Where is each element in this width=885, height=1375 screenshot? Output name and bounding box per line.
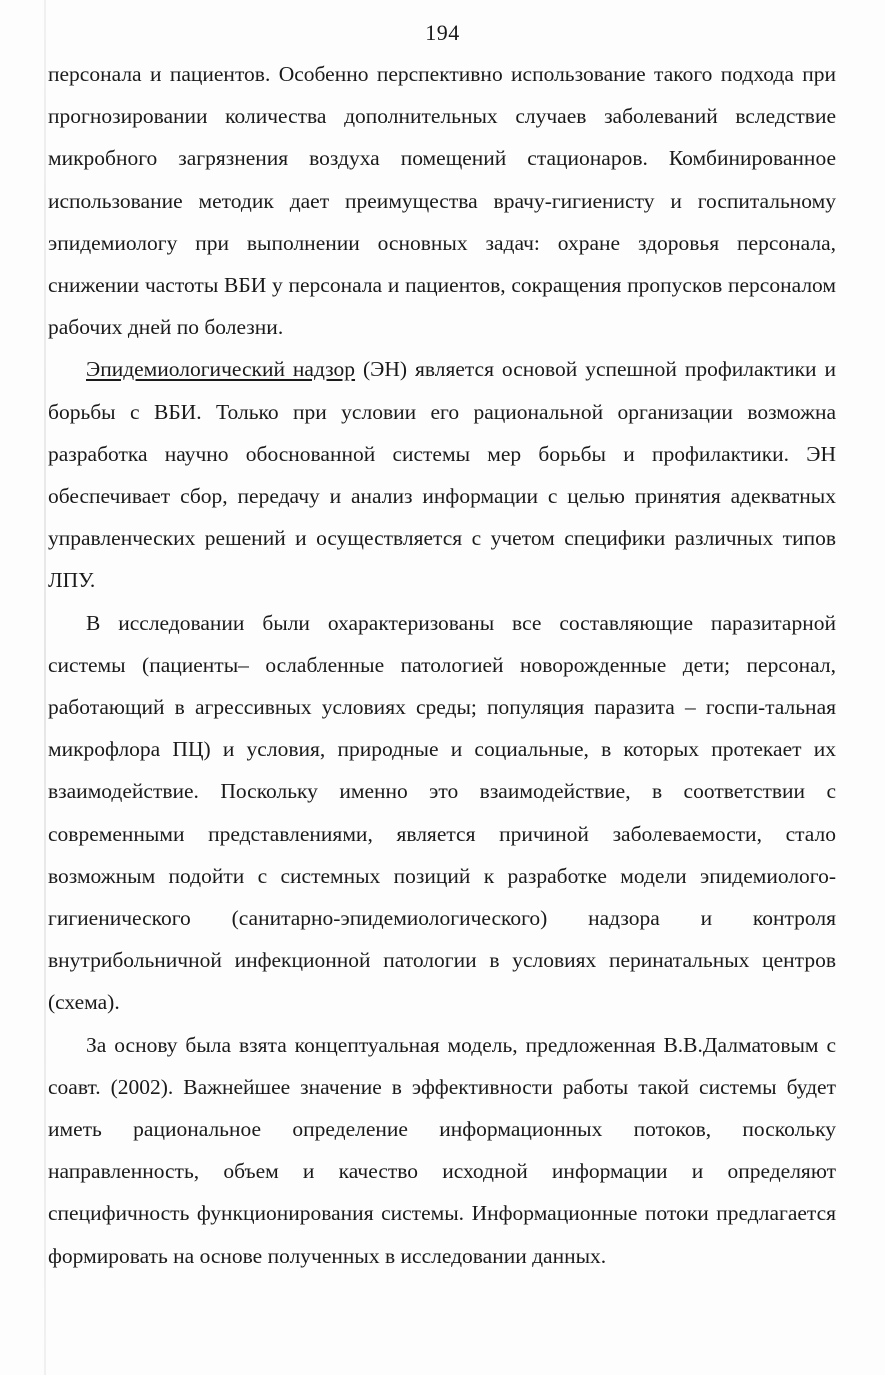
- paragraph-conceptual-model: За основу была взята концептуальная модель, предложенная В.В.Далматовым с соавт. (2002). Важнейшее значение в эффективности работы такой системы будет иметь рациональное определение информационных потоков, поскольку направленность, объем и качество исходной информации и определяют специфичность функционирования системы. Информационные потоки предлагается формировать на основе полученных в исследовании данных.: [48, 1032, 836, 1268]
- paragraph-continuation: персонала и пациентов. Особенно перспективно использование такого подхода при прогнозировании количества дополнительных случаев заболеваний вследствие микробного загрязнения воздуха помещений стационаров. Комбинированное использование методик дает преимущества врачу-гигиенисту и госпитальному эпидемиологу при выполнении основных задач: охране здоровья персонала, снижении частоты ВБИ у персонала и пациентов, сокращения пропусков персоналом рабочих дней по болезни.: [48, 62, 836, 340]
- body-text: [48, 53, 836, 1277]
- underlined-term: Эпидемиологический надзор: [86, 357, 356, 382]
- paragraph-text: (ЭН) является основой успешной профилактики и борьбы с ВБИ. Только при условии его рациональной организации возможна разработка научно обоснованной системы мер борьбы и профилактики. ЭН обеспечивает сбор, передачу и анализ информации с целью принятия адекватных управленческих решений и осуществляется с учетом специфики различных типов ЛПУ.: [48, 357, 836, 593]
- page-edge-shadow: [44, 0, 46, 1375]
- paragraph-parasitic-system: В исследовании были охарактеризованы все составляющие паразитарной системы (пациенты– ослабленные патологией новорожденные дети; персонал, работающий в агрессивных условиях среды; популяция паразита – госпи-тальная микрофлора ПЦ) и условия, природные и социальные, в которых протекает их взаимодействие. Поскольку именно это взаимодействие, в соответствии с современными представлениями, является причиной заболеваемости, стало возможным подойти с системных позиций к разработке модели эпидемиолого-гигиенического (санитарно-эпидемиологического) надзора и контроля внутрибольничной инфекционной патологии в условиях перинатальных центров (схема).: [48, 610, 836, 1015]
- paragraph-epidemiological-surveillance: [48, 348, 836, 601]
- page-number: 194: [425, 20, 460, 45]
